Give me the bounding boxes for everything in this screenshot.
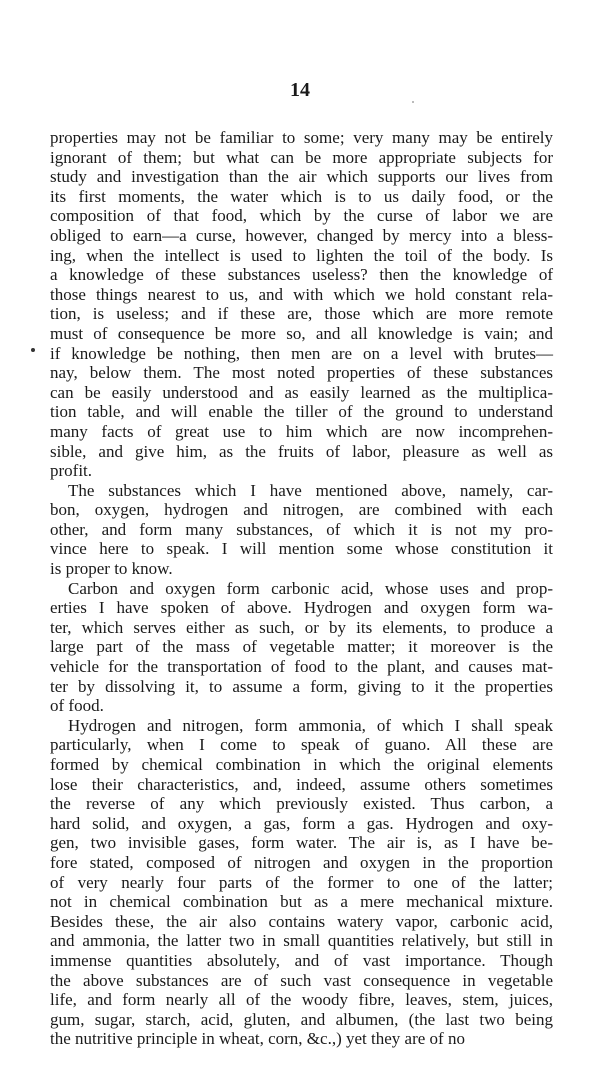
text-line: the nutritive principle in wheat, corn, &c.,) yet they are of no <box>50 1029 465 1049</box>
text-line: study and investigation than the air which supports our lives from <box>50 167 553 187</box>
body-text <box>50 128 553 1049</box>
text-line: can be easily understood and as easily learned as the multiplica- <box>50 382 553 402</box>
text-line: properties may not be familiar to some; very many may be entirely <box>50 128 553 147</box>
text-line: large part of the mass of vegetable matter; it moreover is the <box>50 637 553 657</box>
text-line: vehicle for the transportation of food to the plant, and causes mat- <box>50 657 553 677</box>
text-line: of very nearly four parts of the former to one of the latter; <box>50 872 553 892</box>
text-line: Besides these, the air also contains watery vapor, carbonic acid, <box>50 911 553 931</box>
text-line: obliged to earn—a curse, however, changed by mercy into a bless- <box>50 225 553 245</box>
text-line: composition of that food, which by the curse of labor we are <box>50 206 553 226</box>
text-line: erties I have spoken of above. Hydrogen and oxygen form wa- <box>50 598 553 618</box>
text-line: nay, below them. The most noted properties of these substances <box>50 363 553 383</box>
text-line: formed by chemical combination in which the original elements <box>50 755 553 774</box>
text-line: hard solid, and oxygen, a gas, form a gas. Hydrogen and oxy- <box>50 813 553 833</box>
text-line: Carbon and oxygen form carbonic acid, whose uses and prop- <box>68 578 553 598</box>
page-number: 14 <box>290 79 310 101</box>
paragraph <box>50 716 553 1049</box>
text-line: profit. <box>50 461 93 481</box>
text-line: ignorant of them; but what can be more appropriate subjects for <box>50 147 553 167</box>
text-line: Hydrogen and nitrogen, form ammonia, of which I shall speak <box>68 715 553 735</box>
text-line: tion table, and will enable the tiller of the ground to understand <box>50 402 553 422</box>
text-line: particularly, when I come to speak of guano. All these are <box>50 735 553 755</box>
text-line: its first moments, the water which is to us daily food, or the <box>50 186 553 206</box>
paragraph <box>50 481 553 579</box>
text-line: life, and form nearly all of the woody fibre, leaves, stem, juices, <box>50 990 553 1010</box>
text-line: ter by dissolving it, to assume a form, giving to it the properties <box>50 676 553 696</box>
text-line: many facts of great use to him which are now incomprehen- <box>50 421 553 441</box>
text-line: those things nearest to us, and with which we hold constant rela- <box>50 284 553 304</box>
text-line: the above substances are of such vast consequence in vegetable <box>50 970 553 990</box>
text-line: gen, two invisible gases, form water. The air is, as I have be- <box>50 833 553 853</box>
text-line: ing, when the intellect is used to lighten the toil of the body. Is <box>50 245 553 265</box>
text-line: must of consequence be more so, and all knowledge is vain; and <box>50 323 553 343</box>
margin-mark <box>31 348 35 352</box>
text-line: is proper to know. <box>50 559 173 579</box>
text-line: and ammonia, the latter two in small quantities relatively, but still in <box>50 931 553 951</box>
text-line: of food. <box>50 696 104 716</box>
text-line: if knowledge be nothing, then men are on a level with brutes— <box>50 343 553 363</box>
text-line: ter, which serves either as such, or by its elements, to produce a <box>50 617 553 637</box>
text-line: The substances which I have mentioned above, namely, car- <box>68 480 553 500</box>
text-line: immense quantities absolutely, and of vast importance. Though <box>50 950 553 970</box>
text-line: sible, and give him, as the fruits of labor, pleasure as well as <box>50 441 553 461</box>
paragraph <box>50 579 553 716</box>
text-line: bon, oxygen, hydrogen and nitrogen, are combined with each <box>50 500 553 520</box>
text-line: tion, is useless; and if these are, those which are more remote <box>50 304 553 324</box>
paragraph <box>50 128 553 481</box>
text-line: fore stated, composed of nitrogen and oxygen in the proportion <box>50 852 553 872</box>
text-line: the reverse of any which previously existed. Thus carbon, a <box>50 794 553 814</box>
text-line: other, and form many substances, of which it is not my pro- <box>50 519 553 539</box>
text-line: vince here to speak. I will mention some whose constitution it <box>50 539 553 559</box>
text-line: lose their characteristics, and, indeed, assume others sometimes <box>50 774 553 794</box>
ink-speck <box>412 101 414 103</box>
text-line: not in chemical combination but as a mere mechanical mixture. <box>50 892 553 912</box>
text-line: gum, sugar, starch, acid, gluten, and albumen, (the last two being <box>50 1009 553 1029</box>
text-line: a knowledge of these substances useless? then the knowledge of <box>50 265 553 285</box>
